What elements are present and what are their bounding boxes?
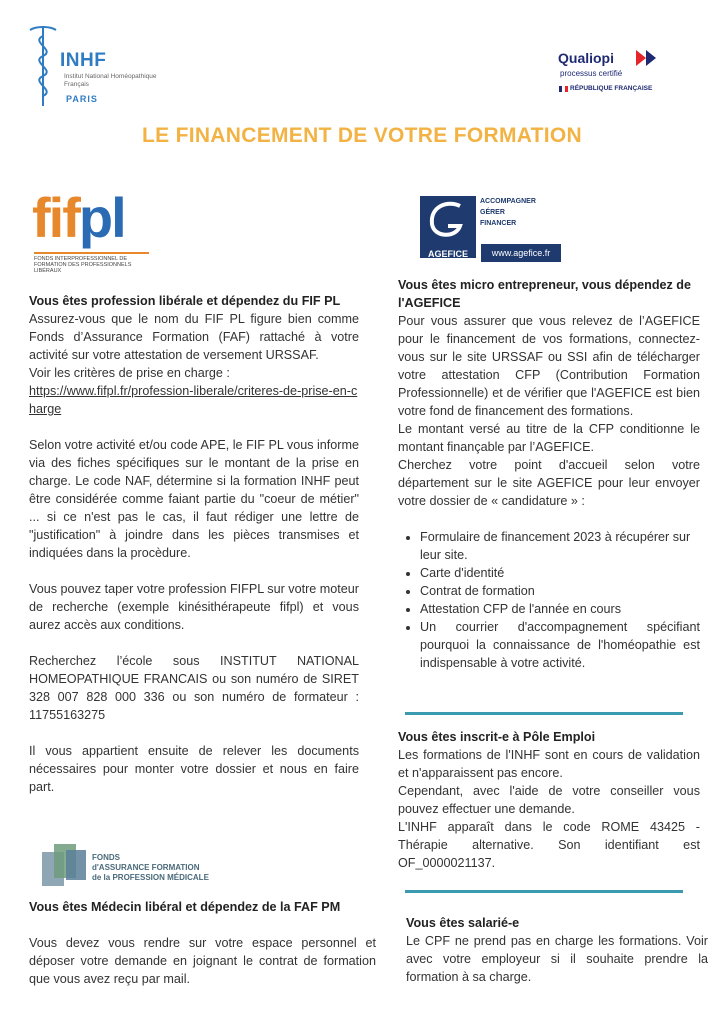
list-item: • Contrat de formation — [420, 582, 700, 600]
salarie-paragraph: Le CPF ne prend pas en charge les formations. Voir avec votre employeur si il souhaite prendre la formation à sa charge. — [406, 934, 708, 984]
fifpl-heading: Vous êtes profession libérale et dépendez du FIF PL — [29, 294, 341, 308]
list-item: • Carte d'identité — [420, 564, 700, 582]
french-flag-icon — [559, 86, 568, 92]
section-divider — [405, 712, 683, 715]
agefice-logo-icon — [420, 196, 476, 244]
inhf-logo-subtitle: Institut National Homéopathique Français — [64, 73, 157, 88]
agefice-paragraph: Pour vous assurer que vous relevez de l’AGEFICE pour le financement de vos formations, connectez-vous sur le site URSSAF ou SSI afin de télécharger votre attestation CFP (Contribution Formation Professionnelle) et de vérifier que l'AGEFICE est bien votre fond de financement des formations. — [398, 314, 700, 418]
fifpl-paragraph: Voir les critères de prise en charge : — [29, 366, 230, 380]
fafpm-logo-icon — [40, 842, 90, 888]
pole-emploi-paragraph: L'INHF apparaît dans le code ROME 43425 - Thérapie alternative. Son identifiant est OF_0000021137. — [398, 820, 700, 870]
agefice-paragraph: Cherchez votre point d'accueil selon votre département sur le site AGEFICE pour leur envoyer votre dossier de « candidature » : — [398, 458, 700, 508]
salarie-section — [406, 914, 708, 986]
fifpl-section — [29, 292, 359, 796]
salarie-heading: Vous êtes salarié-e — [406, 916, 520, 930]
fifpl-logo: fifpl — [32, 186, 125, 249]
fifpl-logo-subtitle: FONDS INTERPROFESSIONNEL DE FORMATION DES PROFESSIONNELS LIBÉRAUX — [34, 256, 132, 274]
list-item: • Formulaire de financement 2023 à récupérer sur leur site. — [420, 528, 700, 564]
section-divider — [405, 890, 683, 893]
inhf-caduceus-icon — [26, 22, 60, 108]
pole-emploi-section — [398, 728, 700, 872]
qualiopi-arrows-icon — [636, 50, 664, 66]
page-title: LE FINANCEMENT DE VOTRE FORMATION — [142, 124, 582, 147]
qualiopi-logo-sub: processus certifié — [560, 69, 623, 78]
pole-emploi-paragraph: Les formations de l'INHF sont en cours de validation et n'apparaissent pas encore. — [398, 748, 700, 780]
qualiopi-logo-name: Qualiopi — [558, 50, 614, 66]
qualiopi-republic: RÉPUBLIQUE FRANÇAISE — [570, 85, 653, 92]
fifpl-paragraph: Assurez-vous que le nom du FIF PL figure bien comme Fonds d’Assurance Formation (FAF) rattaché à votre activité sur votre attestation de versement URSSAF. — [29, 312, 359, 362]
agefice-url: www.agefice.fr — [481, 244, 561, 262]
pole-emploi-heading: Vous êtes inscrit-e à Pôle Emploi — [398, 730, 596, 744]
fifpl-criteria-link[interactable]: https://www.fifpl.fr/profession-liberale/criteres-de-prise-en-charge — [29, 384, 358, 416]
fifpl-logo-underline — [34, 252, 149, 254]
fifpl-paragraph: Vous pouvez taper votre profession FIFPL sur votre moteur de recherche (exemple kinésithérapeute fifpl) et vous aurez accès aux conditions. — [29, 582, 359, 632]
fafpm-heading: Vous êtes Médecin libéral et dépendez de la FAF PM — [29, 900, 341, 914]
agefice-paragraph: Le montant versé au titre de la CFP conditionne le montant finançable par l’AGEFICE. — [398, 422, 700, 454]
fifpl-paragraph: Recherchez l’école sous INSTITUT NATIONAL HOMEOPATHIQUE FRANCAIS ou son numéro de SIRET 328 007 828 000 336 ou son numéro de formateur : 11755163275 — [29, 654, 359, 722]
agefice-documents-list — [398, 528, 700, 672]
pole-emploi-paragraph: Cependant, avec l'aide de votre conseiller vous pouvez effectuer une demande. — [398, 784, 700, 816]
fafpm-paragraph: Vous devez vous rendre sur votre espace personnel et déposer votre demande en joignant le contrat de formation que vous avez reçu par mail. — [29, 936, 376, 986]
agefice-section — [398, 276, 700, 672]
agefice-tagline: ACCOMPAGNER GÉRER FINANCER — [480, 198, 536, 227]
fafpm-section — [29, 898, 376, 988]
fifpl-paragraph: Selon votre activité et/ou code APE, le FIF PL vous informe via des fiches spécifiques sur le montant de la prise en charge. Le code NAF, détermine si la formation INHF peut être considérée comme faiant partie du "coeur de métier" ... si ce n'est pas le cas, il faut rédiger une lettre de "justification" à joindre dans les pièces transmises et indiquées dans la procèdure. — [29, 438, 359, 560]
agefice-logo: AGEFICE — [420, 196, 476, 258]
agefice-heading: Vous êtes micro entrepreneur, vous dépendez de l'AGEFICE — [398, 278, 692, 310]
inhf-logo-name: INHF — [60, 50, 107, 71]
fifpl-paragraph: Il vous appartient ensuite de relever les documents nécessaires pour monter votre dossier et nous en faire part. — [29, 744, 359, 794]
inhf-logo-city: PARIS — [66, 94, 98, 104]
fafpm-logo-text: FONDS d'ASSURANCE FORMATION de la PROFESSION MÉDICALE — [92, 853, 209, 882]
list-item: • Attestation CFP de l'année en cours — [420, 600, 700, 618]
list-item: • Un courrier d'accompagnement spécifiant pourquoi la connaissance de l'homéopathie est indispensable à votre activité. — [420, 618, 700, 672]
